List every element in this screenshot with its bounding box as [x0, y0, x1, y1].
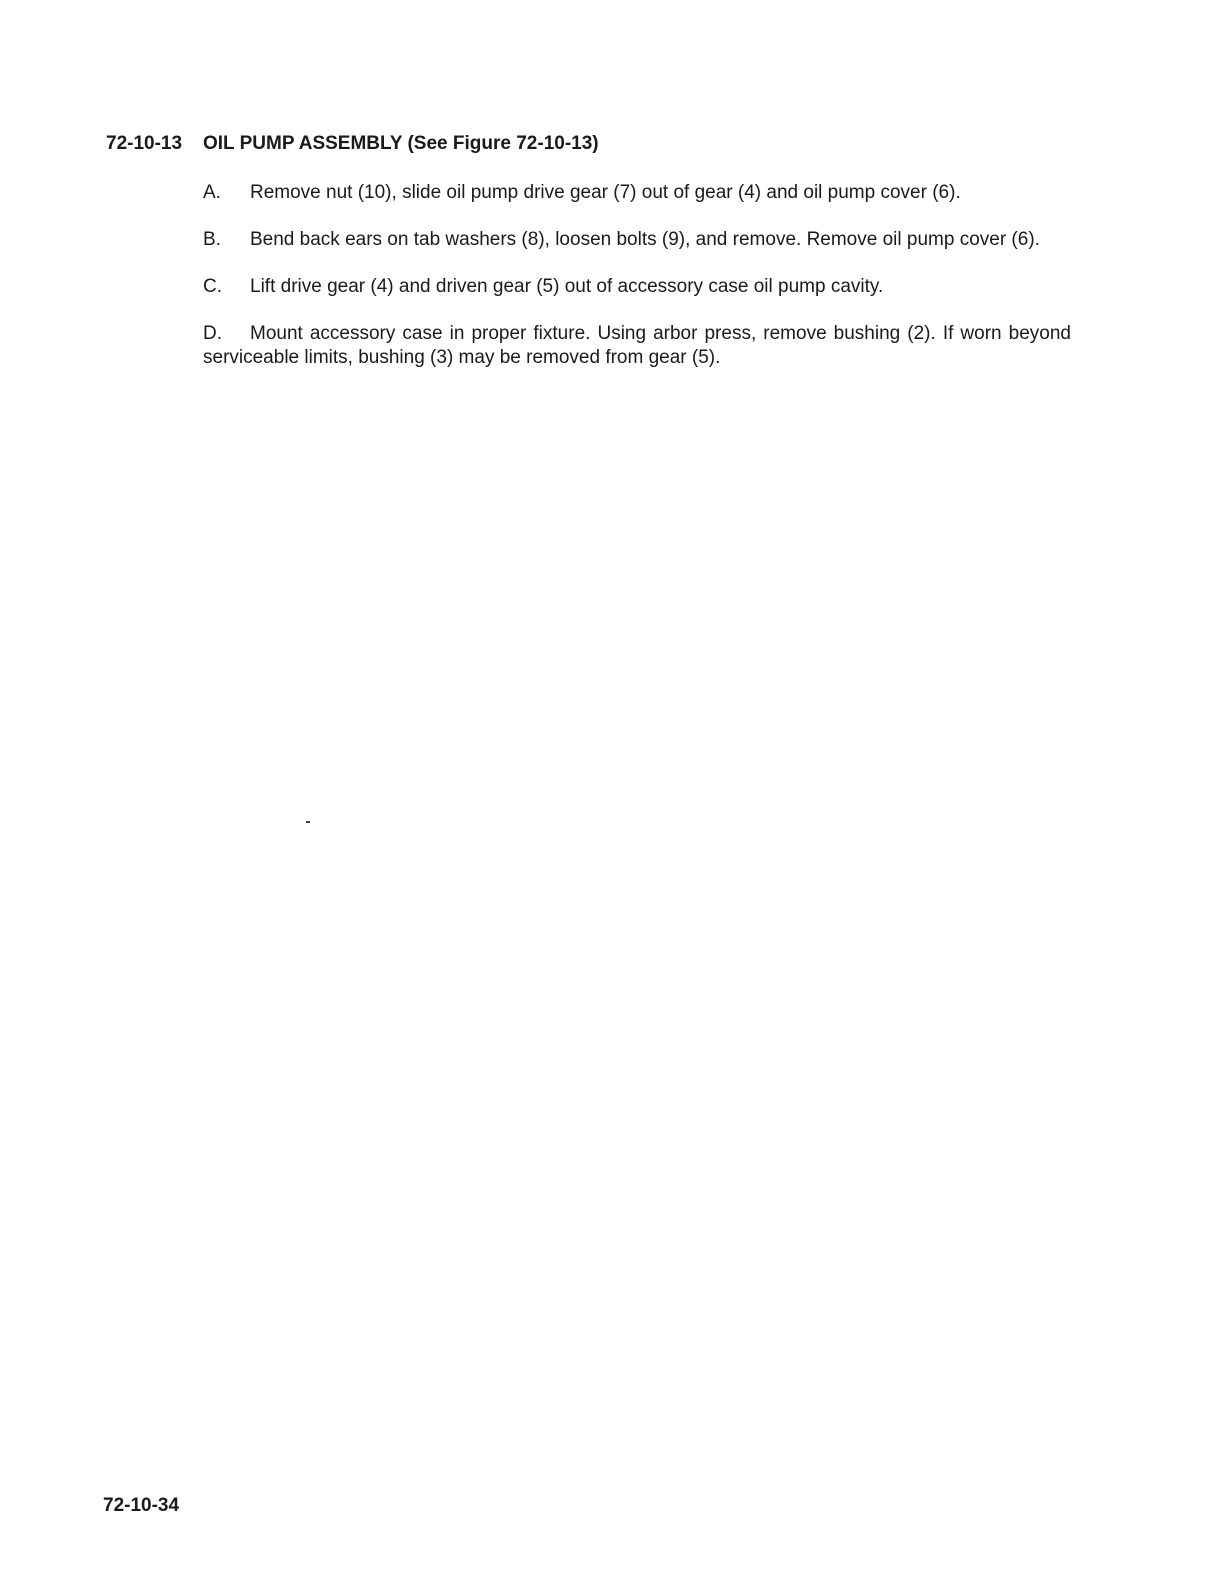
step-text: Lift drive gear (4) and driven gear (5) out of accessory case oil pump cavity. [250, 276, 884, 297]
step-c [203, 275, 1071, 299]
step-letter: B. [203, 229, 221, 250]
section-title: OIL PUMP ASSEMBLY (See Figure 72-10-13) [203, 133, 599, 154]
step-letter: D. [203, 323, 222, 344]
step-text: Mount accessory case in proper fixture. Using arbor press, remove bushing (2). If worn beyond serviceable limits, bushing (3) may be removed from gear (5). [203, 323, 1071, 368]
section-number: 72-10-13 [106, 133, 183, 154]
step-b [203, 228, 1071, 252]
procedure-steps [203, 181, 1071, 393]
step-text: Remove nut (10), slide oil pump drive gear (7) out of gear (4) and oil pump cover (6). [250, 182, 961, 203]
step-letter: A. [203, 182, 221, 203]
scan-speck [306, 821, 310, 823]
step-a [203, 181, 1071, 205]
page-number: 72-10-34 [103, 1495, 180, 1516]
section-heading [106, 133, 599, 155]
step-d [203, 322, 1071, 370]
step-text: Bend back ears on tab washers (8), loosen bolts (9), and remove. Remove oil pump cover (6). [250, 229, 1040, 250]
step-letter: C. [203, 276, 222, 297]
